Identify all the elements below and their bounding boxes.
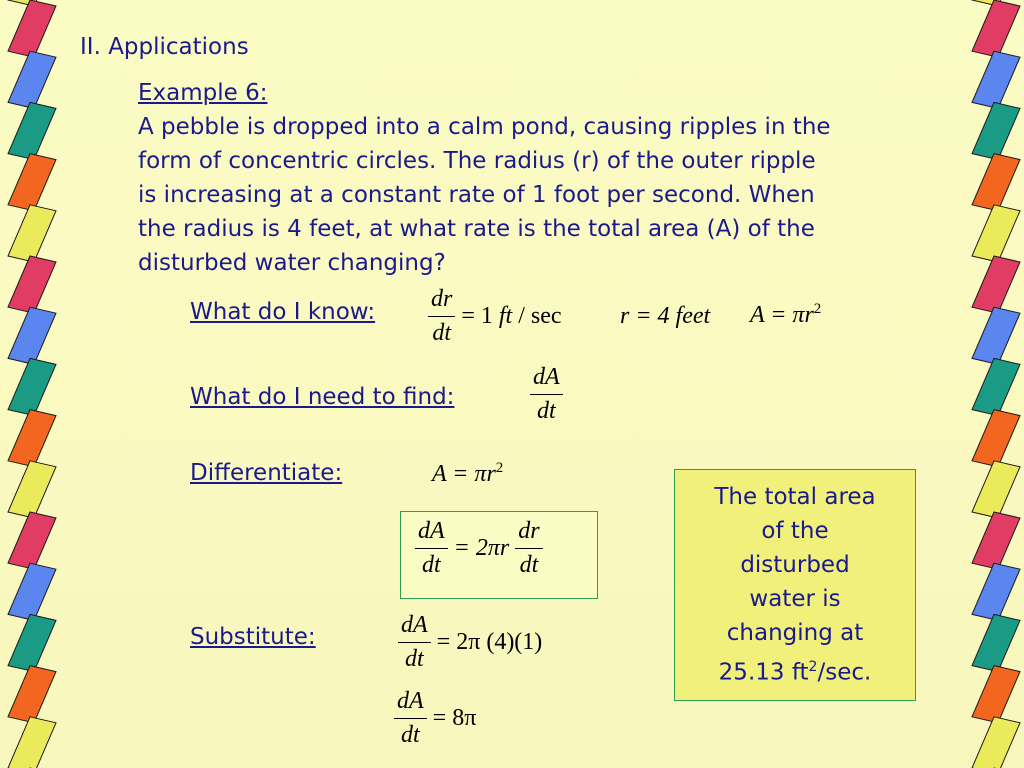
decorative-stripe [972, 256, 1020, 313]
problem-line: form of concentric circles. The radius (r) of the outer ripple [138, 148, 816, 174]
decorative-stripe [8, 614, 56, 671]
answer-line: The total area [714, 484, 876, 511]
decorative-stripe [8, 717, 56, 768]
area-formula-known: $A = \pi r^2$ [750, 301, 822, 328]
problem-line: the radius is 4 feet, at what rate is the total area (A) of the [138, 216, 815, 242]
decorative-stripe [972, 461, 1020, 518]
known-radius-equation: r = 4 feet [620, 303, 711, 329]
decorative-stripe [8, 51, 56, 108]
decorative-stripe [8, 410, 56, 467]
derivative-box [400, 511, 598, 599]
decorative-stripe [8, 0, 56, 57]
substitution-equation: $\frac{dA}{dt}$ = 2π (4)(1) [398, 612, 542, 673]
problem-line: is increasing at a constant rate of 1 foot per second. When [138, 182, 815, 208]
derivative-equation: $\frac{dA}{dt}$ = 2πr $\frac{dr}{dt}$ [415, 518, 543, 579]
know-label: What do I know: [190, 299, 376, 325]
decorative-stripe [972, 410, 1020, 467]
result-equation: $\frac{dA}{dt}$ = 8π [394, 688, 476, 749]
decorative-stripe [8, 102, 56, 159]
decorative-stripe [8, 358, 56, 415]
answer-line: disturbed [740, 552, 850, 579]
decorative-stripe [972, 512, 1020, 569]
decorative-stripe [972, 717, 1020, 768]
dA-dt-fraction: $\frac{dA}{dt}$ [398, 612, 431, 673]
find-label: What do I need to find: [190, 384, 455, 410]
dr-dt-fraction: $\frac{dr}{dt}$ [515, 518, 542, 579]
answer-line: changing at [726, 620, 864, 647]
decorative-stripe [8, 666, 56, 723]
example-label: Example 6: [138, 80, 268, 106]
decorative-stripe [8, 154, 56, 211]
substitute-label: Substitute: [190, 624, 316, 650]
decorative-stripe [972, 154, 1020, 211]
decorative-stripe [972, 51, 1020, 108]
decorative-stripe [8, 512, 56, 569]
decorative-stripe [8, 461, 56, 518]
decorative-stripe [8, 307, 56, 364]
problem-line: A pebble is dropped into a calm pond, causing ripples in the [138, 114, 831, 140]
dA-dt-fraction: $\frac{dA}{dt}$ [530, 364, 563, 425]
decorative-stripe [972, 666, 1020, 723]
problem-line: disturbed water changing? [138, 250, 446, 276]
dr-dt-fraction: $\frac{dr}{dt}$ [428, 286, 455, 347]
decorative-stripe [972, 102, 1020, 159]
answer-line: water is [749, 586, 841, 613]
right-decorative-border [964, 0, 1024, 768]
decorative-stripe [972, 614, 1020, 671]
answer-value: 25.13 $ft^2/\sec$. [718, 659, 872, 686]
decorative-stripe [8, 563, 56, 620]
decorative-stripe [972, 358, 1020, 415]
dA-dt-fraction: $\frac{dA}{dt}$ [394, 688, 427, 749]
known-rate-equation: $\frac{dr}{dt}$ = 1 ft / sec [428, 286, 562, 347]
decorative-stripe [972, 563, 1020, 620]
decorative-stripe [972, 307, 1020, 364]
left-decorative-border [0, 0, 60, 768]
section-heading: II. Applications [80, 34, 249, 60]
decorative-stripe [8, 205, 56, 262]
decorative-stripe [972, 0, 1020, 57]
find-derivative [530, 364, 563, 425]
differentiate-label: Differentiate: [190, 460, 343, 486]
decorative-stripe [972, 205, 1020, 262]
dA-dt-fraction: $\frac{dA}{dt}$ [415, 518, 448, 579]
decorative-stripe [8, 256, 56, 313]
problem-statement [138, 110, 968, 280]
answer-box [674, 469, 916, 701]
answer-line: of the [761, 518, 829, 545]
area-formula-differentiate: $A = \pi r^2$ [432, 460, 504, 487]
